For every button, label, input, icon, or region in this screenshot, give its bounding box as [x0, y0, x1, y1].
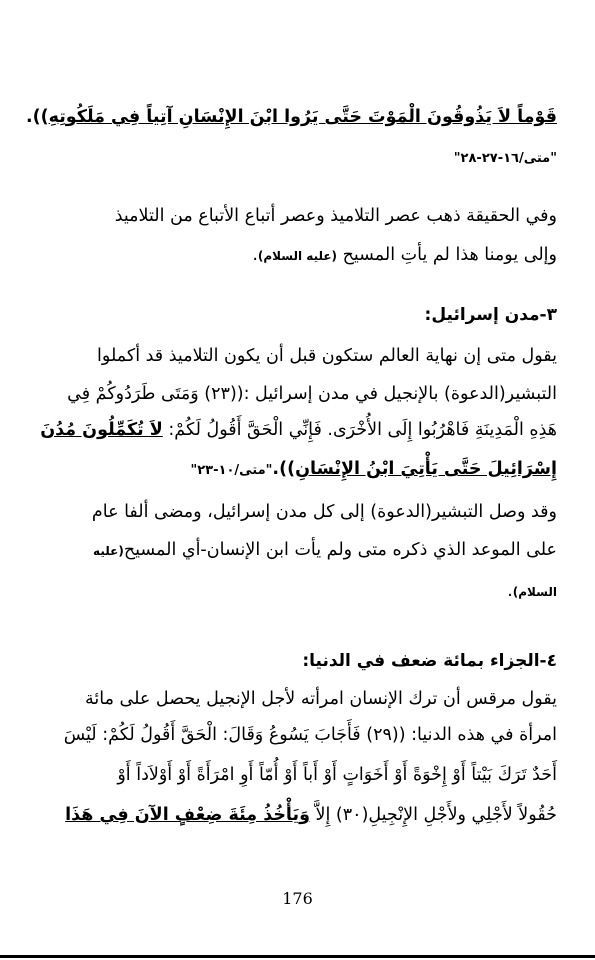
text-run: (عليه السلام): [257, 249, 338, 263]
text-run: إِسْرَائِيلَ حَتَّى يَأْتِيَ ابْنُ الإِنْسَانِ: [295, 459, 557, 479]
text-run: السلام): [512, 585, 557, 599]
text-run: على الموعد الذي ذكره متى ولم يأت ابن الإنسان-أي المسيح: [123, 540, 557, 560]
text-run: "متى/١٠-٢٣": [190, 463, 273, 478]
text-run: أَحَدٌ تَرَكَ بَيْتاً أَوْ إِخْوَةً أَوْ أَخَوَاتٍ أَوْ أَباً أَوْ أُمّاً أَوِ امْرَأَةً أَوْ أَوْلاَداً أَوْ: [117, 765, 557, 785]
text-line: [38, 415, 557, 445]
text-run: لاَ تُكَمِّلُونَ مُدُنَ: [40, 420, 163, 440]
text-run: التبشير(الدعوة) بالإنجيل في مدن إسرائيل :((٢٣) وَمَتَى طَرَدُوكُمْ فِي: [67, 384, 557, 404]
text-run: (عليه: [93, 544, 124, 558]
text-run: امرأة في هذه الدنيا: ((٢٩) فَأَجَابَ يَسُوعُ وَقَالَ: الْحَقَّ أَقُولُ لَكُمْ: لَيْسَ: [63, 725, 557, 745]
text-line: [38, 760, 557, 790]
text-run: ٤-الجزاء بمائة ضعف في الدنيا:: [302, 651, 557, 671]
text-run: يقول متى إن نهاية العالم ستكون قبل أن يكون التلاميذ قد أكملوا: [97, 346, 557, 366]
text-line: [38, 535, 557, 566]
page-number: 176: [282, 889, 313, 908]
text-line: [38, 341, 557, 371]
text-run: حُقُولاً لأَجْلِي ولأَجْلِ الإِنْجِيلِ(٣٠) إِلاَّ: [309, 805, 557, 825]
text-line: [38, 201, 557, 231]
text-line: [38, 684, 557, 714]
text-line: [38, 720, 557, 750]
section-heading: [38, 646, 557, 676]
text-run: وفي الحقيقة ذهب عصر التلاميذ وعصر أتباع الأتباع من التلاميذ: [114, 206, 557, 226]
text-run: "متى/١٦-٢٧-٢٨": [453, 151, 557, 166]
text-run: وقد وصل التبشير(الدعوة) إلى كل مدن إسرائيل، ومضى ألفا عام: [91, 502, 557, 522]
page-bottom-rule: [0, 955, 595, 958]
text-run: ٣-مدن إسرائيل:: [424, 305, 557, 325]
verse-reference: [38, 142, 557, 174]
text-run: قَوْماً لاَ يَذُوقُونَ الْمَوْتَ حَتَّى يَرُوا ابْنَ الإِنْسَانِ آتِياً فِي مَلَكُوتِهِ: [48, 107, 557, 127]
text-line: [38, 379, 557, 409]
text-run: يقول مرقس أن ترك الإنسان امرأته لأجل الإنجيل يحصل على مائة: [85, 689, 557, 709]
text-line: [25, 102, 557, 132]
text-line: [38, 454, 557, 486]
text-line: [38, 576, 557, 607]
text-line: [38, 497, 557, 527]
text-run: وإلى يومنا هذا لم يأتِ المسيح: [337, 245, 557, 265]
text-run: )).: [272, 459, 296, 479]
text-run: هَذِهِ الْمَدِينَةِ فَاهْرُبُوا إِلَى الأُخْرَى. فَإِنِّي الْحَقَّ أَقُولُ لَكُمْ:: [162, 420, 557, 440]
text-run: .: [507, 581, 513, 601]
text-run: .: [252, 245, 258, 265]
text-line: [38, 800, 557, 830]
text-run: )).: [25, 107, 49, 127]
text-run: وَيَأْخُذُ مِئَةَ ضِعْفٍ الآنَ فِي هَذَا: [65, 805, 310, 825]
text-line: [38, 240, 557, 271]
section-heading: [38, 300, 557, 330]
